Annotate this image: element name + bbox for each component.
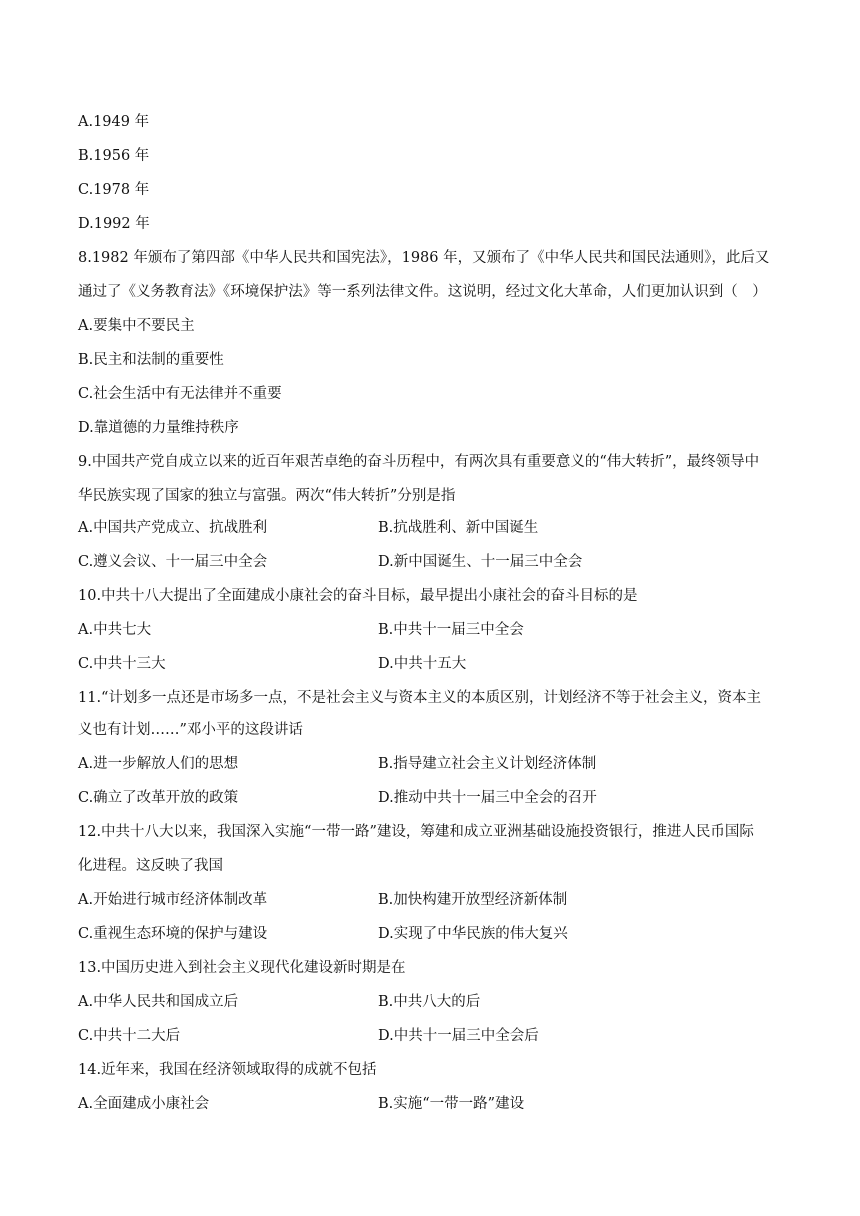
q13-stem-line1: 13.中国历史进入到社会主义现代化建设新时期是在 [78, 960, 406, 976]
q14-stem-line1: 14.近年来，我国在经济领域取得的成就不包括 [78, 1062, 377, 1078]
q9-stem-line1: 9.中国共产党自成立以来的近百年艰苦卓绝的奋斗历程中，有两次具有重要意义的“伟大转折”，最终领导中 [78, 454, 760, 470]
q13-option-a: A.中华人民共和国成立后 [78, 994, 239, 1010]
q14-option-b: B.实施“一带一路”建设 [378, 1096, 525, 1112]
q9-option-a: A.中国共产党成立、抗战胜利 [78, 520, 268, 536]
q11-stem-line1: 11.“计划多一点还是市场多一点，不是社会主义与资本主义的本质区别，计划经济不等于社会主义，资本主 [78, 690, 761, 706]
q9-option-c: C.遵义会议、十一届三中全会 [78, 554, 268, 570]
q10-option-a: A.中共七大 [78, 622, 152, 638]
q14-option-a: A.全面建成小康社会 [78, 1096, 210, 1112]
q8-stem-line2: 通过了《义务教育法》《环境保护法》等一系列法律文件。这说明，经过文化大革命，人们更加认识到（ ） [78, 284, 767, 300]
q12-stem-line2: 化进程。这反映了我国 [78, 858, 223, 874]
q12-option-c: C.重视生态环境的保护与建设 [78, 926, 268, 942]
q9-stem-line2: 华民族实现了国家的独立与富强。两次“伟大转折”分别是指 [78, 488, 456, 504]
q9-option-b: B.抗战胜利、新中国诞生 [378, 520, 539, 536]
q13-option-b: B.中共八大的后 [378, 994, 481, 1010]
q8-stem-line1: 8.1982 年颁布了第四部《中华人民共和国宪法》，1986 年，又颁布了《中华人民共和国民法通则》，此后又 [78, 250, 770, 266]
q11-option-c: C.确立了改革开放的政策 [78, 790, 239, 806]
q12-stem-line1: 12.中共十八大以来，我国深入实施“一带一路”建设，筹建和成立亚洲基础设施投资银行，推进人民币国际 [78, 824, 754, 840]
q11-option-a: A.进一步解放人们的思想 [78, 756, 239, 772]
q13-option-d: D.中共十一届三中全会后 [378, 1028, 539, 1044]
q7-option-b: B.1956 年 [78, 148, 150, 164]
q8-option-c: C.社会生活中有无法律并不重要 [78, 386, 282, 402]
q7-option-a: A.1949 年 [78, 114, 150, 130]
q11-stem-line2: 义也有计划……”邓小平的这段讲话 [78, 722, 303, 738]
q11-option-b: B.指导建立社会主义计划经济体制 [378, 756, 597, 772]
q13-option-c: C.中共十二大后 [78, 1028, 181, 1044]
q12-option-d: D.实现了中华民族的伟大复兴 [378, 926, 568, 942]
q7-option-c: C.1978 年 [78, 182, 150, 198]
q9-option-d: D.新中国诞生、十一届三中全会 [378, 554, 583, 570]
q12-option-b: B.加快构建开放型经济新体制 [378, 892, 568, 908]
q10-stem-line1: 10.中共十八大提出了全面建成小康社会的奋斗目标，最早提出小康社会的奋斗目标的是 [78, 588, 638, 604]
q10-option-c: C.中共十三大 [78, 656, 166, 672]
q8-option-d: D.靠道德的力量维持秩序 [78, 420, 239, 436]
q10-option-d: D.中共十五大 [378, 656, 467, 672]
q8-option-a: A.要集中不要民主 [78, 318, 195, 334]
q10-option-b: B.中共十一届三中全会 [378, 622, 524, 638]
q12-option-a: A.开始进行城市经济体制改革 [78, 892, 268, 908]
q7-option-d: D.1992 年 [78, 216, 150, 232]
q11-option-d: D.推动中共十一届三中全会的召开 [378, 790, 597, 806]
q8-option-b: B.民主和法制的重要性 [78, 352, 224, 368]
